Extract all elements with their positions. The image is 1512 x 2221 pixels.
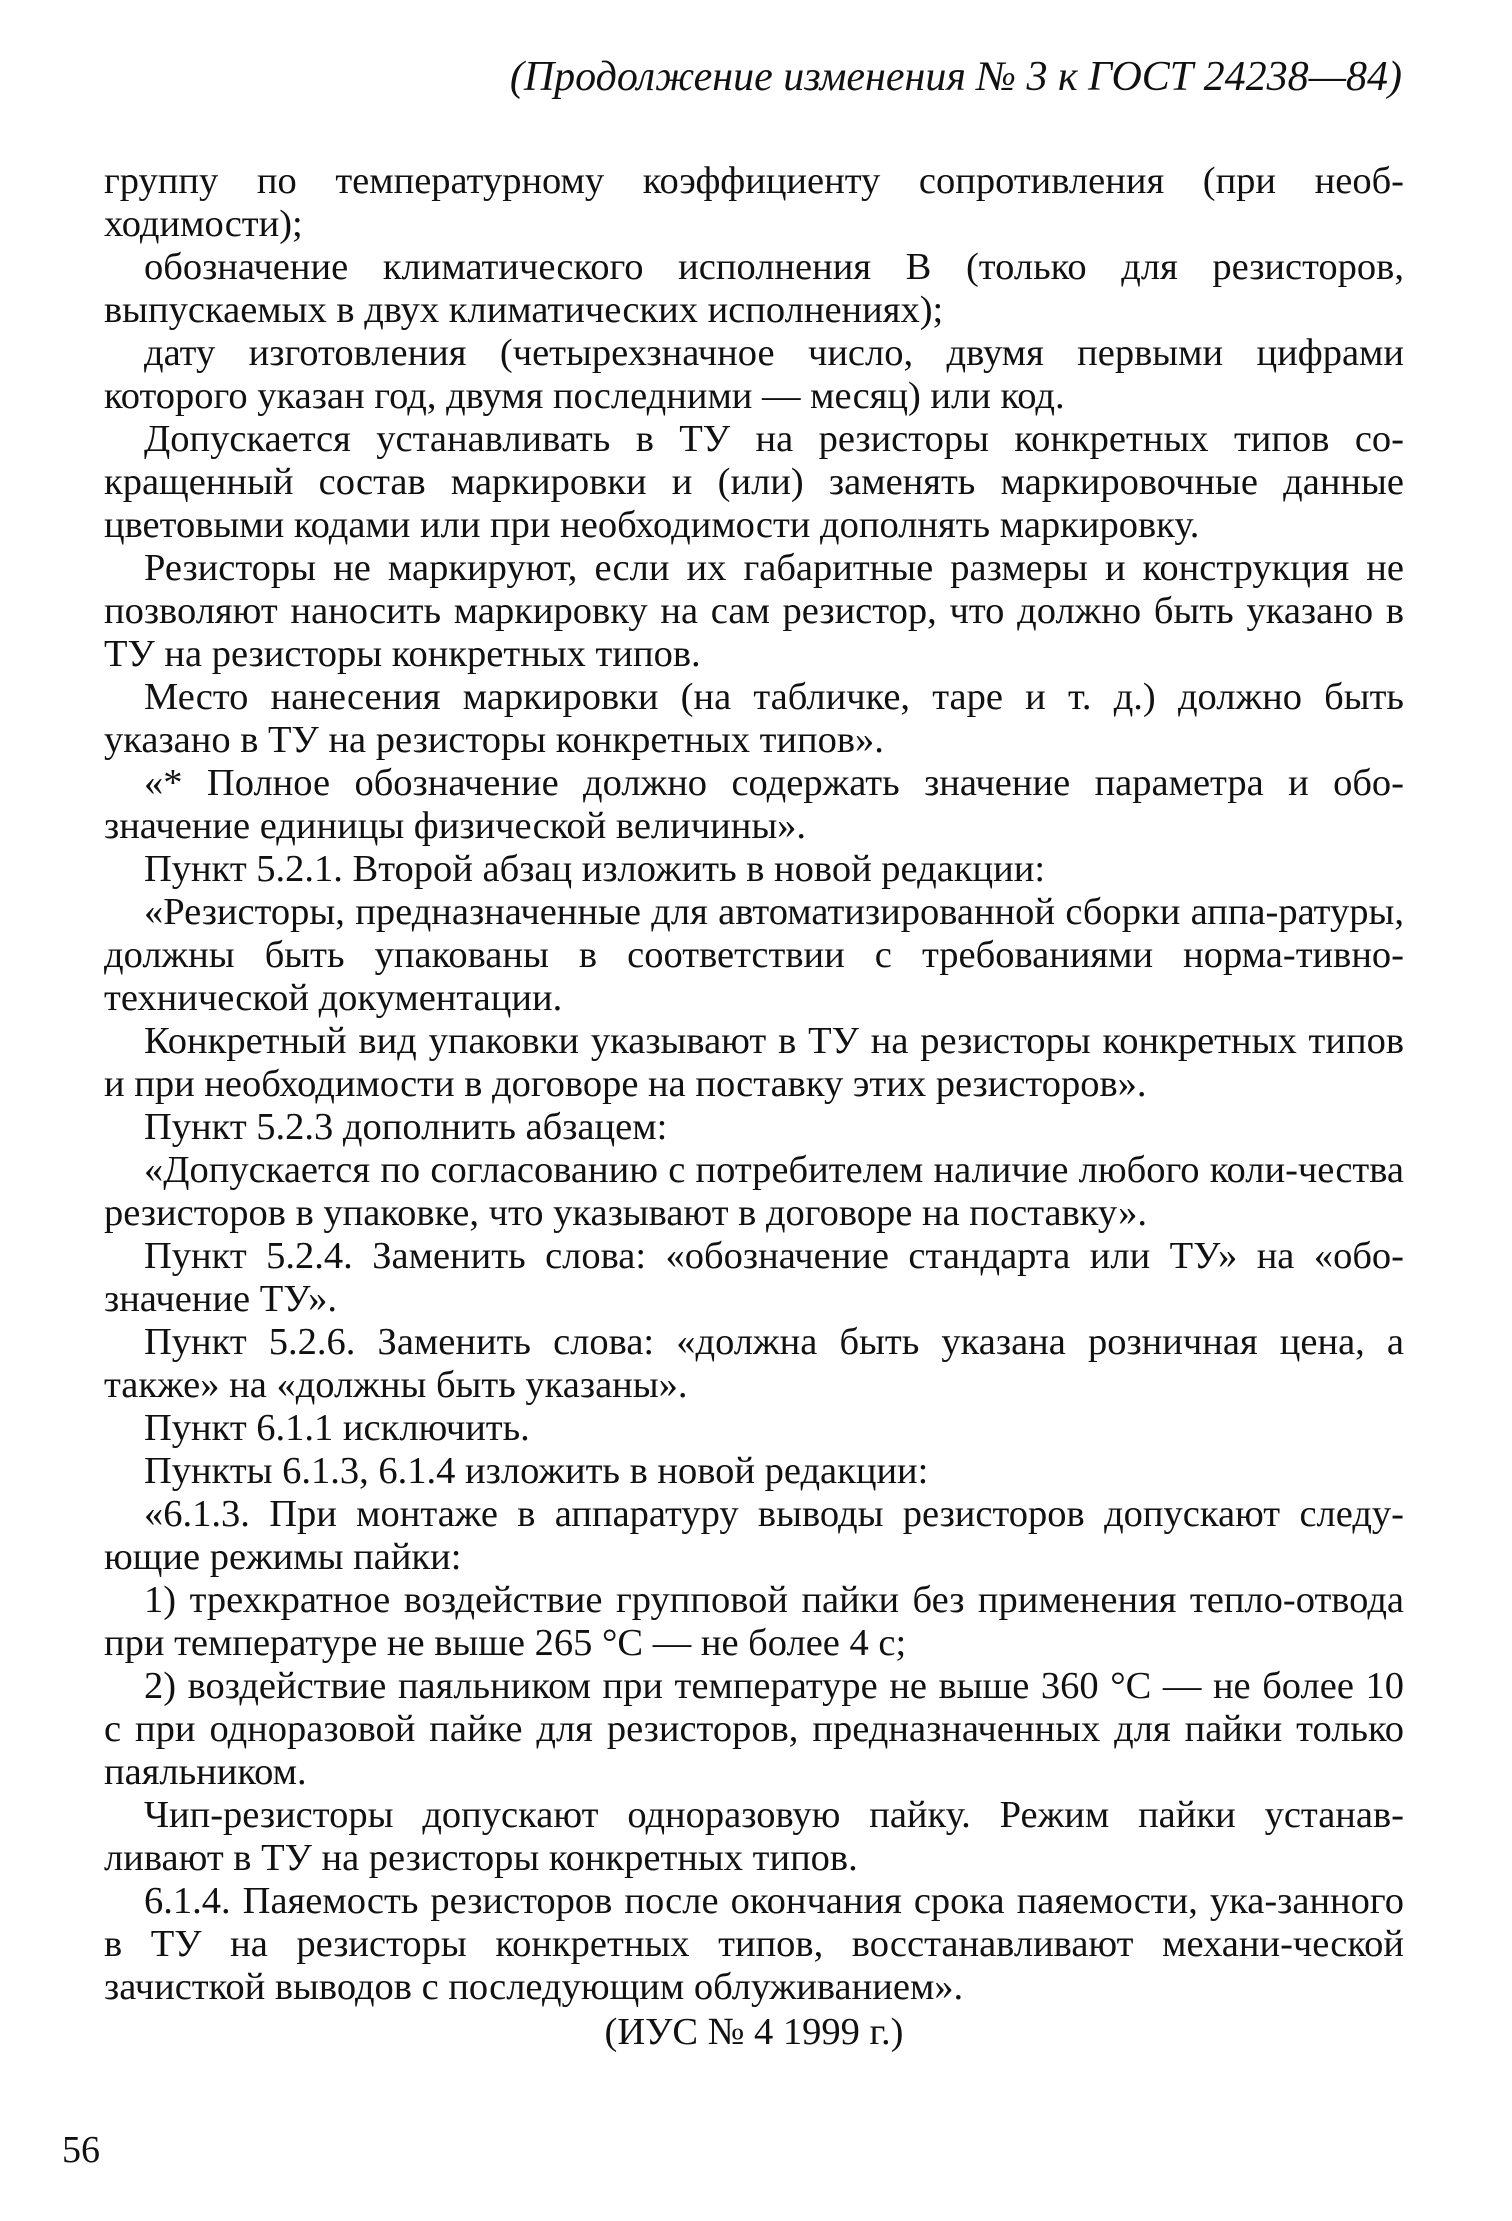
paragraph: Пункт 5.2.3 дополнить абзацем: <box>144 1106 668 1148</box>
paragraph: обозначение климатического исполнения В (только для резисторов, выпускаемых в двух климатических исполнениях); <box>104 246 1404 331</box>
paragraph: 1) трехкратное воздействие групповой пайки без применения тепло-отвода при температуре не выше 265 °С — не более 4 с; <box>104 1579 1404 1664</box>
paragraph: Место нанесения маркировки (на табличке, таре и т. д.) должно быть указано в ТУ на резисторы конкретных типов». <box>104 676 1404 761</box>
paragraph: 6.1.4. Паяемость резисторов после окончания срока паяемости, ука-занного в ТУ на резисторы конкретных типов, восстанавливают механи-ческой зачисткой выводов с последующим облуживанием». <box>104 1880 1404 2008</box>
paragraph: Допускается устанавливать в ТУ на резисторы конкретных типов со-кращенный состав маркировки и (или) заменять маркировочные данные цветовыми кодами или при необходимости дополнять маркировку. <box>104 418 1404 546</box>
paragraph: Пункт 5.2.1. Второй абзац изложить в новой редакции: <box>144 848 1046 890</box>
paragraph: группу по температурному коэффициенту сопротивления (при необ-ходимости); <box>104 160 1404 245</box>
paragraph: «Допускается по согласованию с потребителем наличие любого коли-чества резисторов в упаковке, что указывают в договоре на поставку». <box>104 1149 1404 1234</box>
body-text <box>104 160 1404 2054</box>
source-note: (ИУС № 4 1999 г.) <box>604 2011 904 2053</box>
paragraph: Конкретный вид упаковки указывают в ТУ на резисторы конкретных типов и при необходимости в договоре на поставку этих резисторов». <box>104 1020 1404 1105</box>
paragraph: Пункт 5.2.4. Заменить слова: «обозначение стандарта или ТУ» на «обо-значение ТУ». <box>104 1235 1404 1320</box>
paragraph: «* Полное обозначение должно содержать значение параметра и обо-значение единицы физической величины». <box>104 762 1404 847</box>
paragraph: «6.1.3. При монтаже в аппаратуру выводы резисторов допускают следу-ющие режимы пайки: <box>104 1493 1404 1578</box>
paragraph: Резисторы не маркируют, если их габаритные размеры и конструкция не позволяют наносить маркировку на сам резистор, что должно быть указано в ТУ на резисторы конкретных типов. <box>104 547 1404 675</box>
paragraph: Чип-резисторы допускают одноразовую пайку. Режим пайки устанав-ливают в ТУ на резисторы конкретных типов. <box>104 1794 1404 1879</box>
page-number: 56 <box>62 2129 100 2171</box>
paragraph: 2) воздействие паяльником при температуре не выше 360 °С — не более 10 с при одноразовой пайке для резисторов, предназначенных для пайки только паяльником. <box>104 1665 1404 1793</box>
running-header: (Продолжение изменения № 3 к ГОСТ 24238—84) <box>509 54 1402 100</box>
paragraph: Пункт 6.1.1 исключить. <box>144 1407 530 1449</box>
paragraph: Пункты 6.1.3, 6.1.4 изложить в новой редакции: <box>144 1450 929 1492</box>
paragraph: дату изготовления (четырехзначное число, двумя первыми цифрами которого указан год, двумя последними — месяц) или код. <box>104 332 1404 417</box>
paragraph: Пункт 5.2.6. Заменить слова: «должна быть указана розничная цена, а также» на «должны быть указаны». <box>104 1321 1404 1406</box>
paragraph: «Резисторы, предназначенные для автоматизированной сборки аппа-ратуры, должны быть упакованы в соответствии с требованиями норма-тивно-технической документации. <box>104 891 1404 1019</box>
